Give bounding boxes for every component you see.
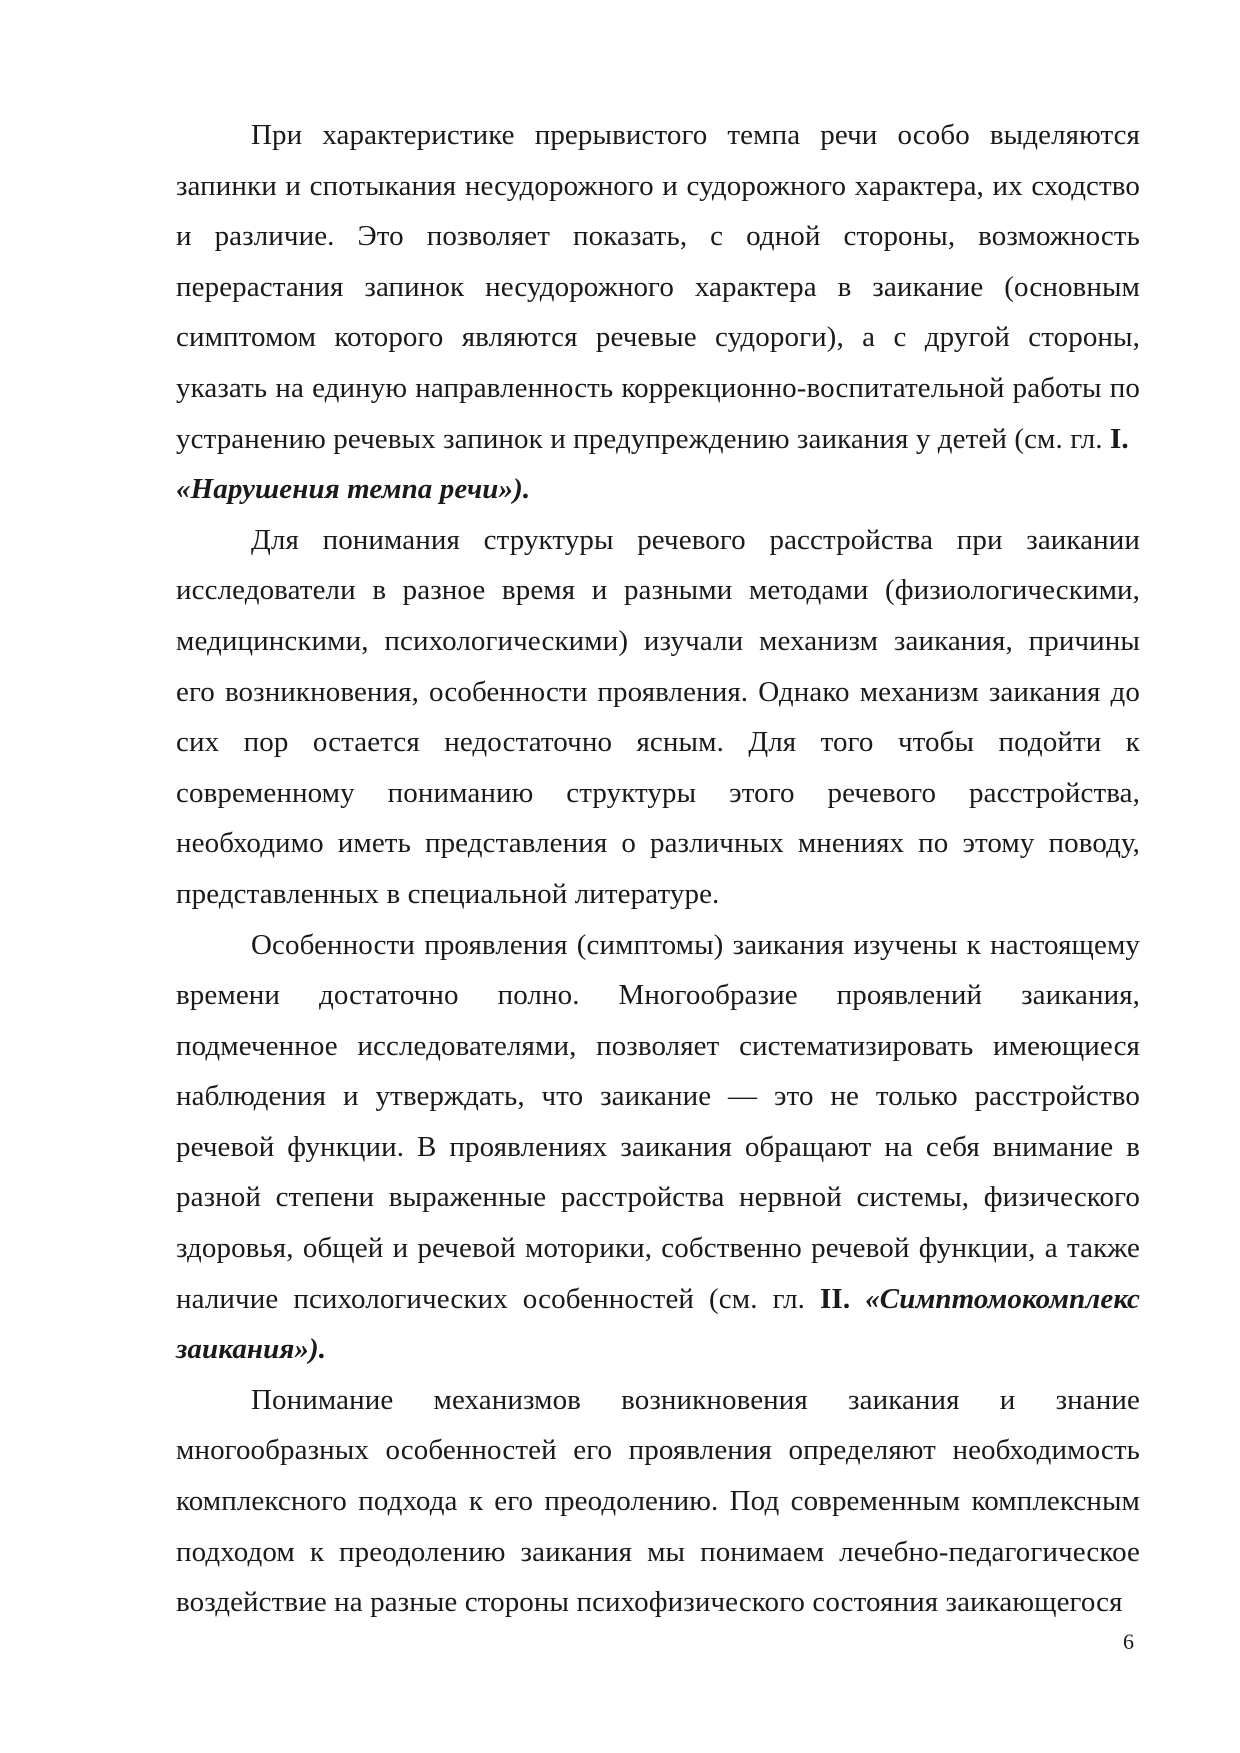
chapter-ref-number: I. — [1110, 422, 1129, 455]
chapter-ref-title: «Симптомокомплекс заикания»). — [176, 1282, 1140, 1366]
paragraph-3-text: Особенности проявления (симптомы) заикания изучены к настоящему времени достаточно полно. Многообразие проявлений заикания, подмеченное исследователями, позволяет систематизировать имеющиеся наблюдения и утверждать, что заикание — это не только расстройство речевой функции. В проявлениях заикания обращают на себя внимание в разной степени выраженные расстройства нервной системы, физического здоровья, общей и речевой моторики, собственно речевой функции, а также наличие психологических особенностей (см. гл. — [176, 928, 1140, 1315]
paragraph-4 — [176, 1375, 1140, 1628]
paragraph-1 — [176, 110, 1140, 515]
paragraph-1-text: При характеристике прерывистого темпа речи особо выделяются запинки и спотыкания несудорожного и судорожного характера, их сходство и различие. Это позволяет показать, с одной стороны, возможность перерастания запинок несудорожного характера в заикание (основным симптомом которого являются речевые судороги), а с другой стороны, указать на единую направленность коррекционно-воспитательной работы по устранению речевых запинок и предупреждению заикания у детей (см. гл. — [176, 119, 1140, 455]
chapter-ref-title: «Нарушения темпа речи»). — [176, 473, 531, 506]
paragraph-2 — [176, 515, 1140, 920]
page-number: 6 — [1123, 1629, 1134, 1654]
paragraph-3 — [176, 920, 1140, 1375]
paragraph-4-text: Понимание механизмов возникновения заикания и знание многообразных особенностей его проявления определяют необходимость комплексного подхода к его преодолению. Под современным комплексным подходом к преодолению заикания мы понимаем лечебно-педагогическое воздействие на разные стороны психофизического состояния заикающегося — [176, 1383, 1140, 1619]
chapter-ref-number: II. — [820, 1282, 851, 1315]
paragraph-2-text: Для понимания структуры речевого расстройства при заикании исследователи в разное время и разными методами (физиологическими, медицинскими, психологическими) изучали механизм заикания, причины его возникновения, особенности проявления. Однако механизм заикания до сих пор остается недостаточно ясным. Для того чтобы подойти к современному пониманию структуры этого речевого расстройства, необходимо иметь представления о различных мнениях по этому поводу, представленных в специальной литературе. — [176, 523, 1140, 910]
page-body — [176, 110, 1140, 1628]
